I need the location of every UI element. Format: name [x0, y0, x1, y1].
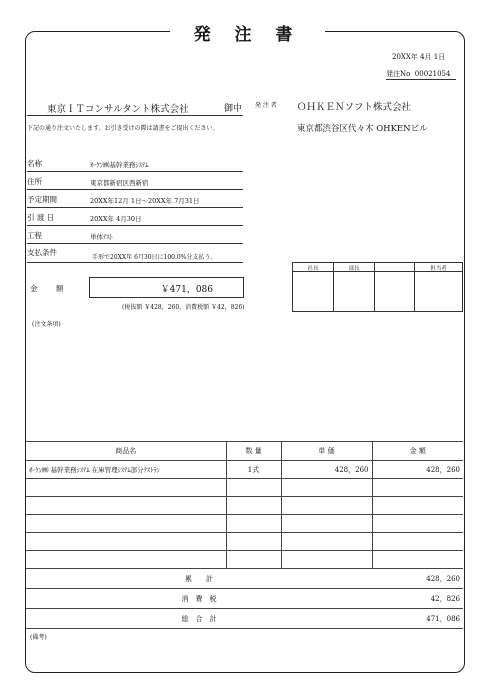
amount-value: ￥471，086	[160, 285, 213, 295]
tax-label: 消 費 税	[26, 589, 372, 609]
total-row	[26, 609, 463, 629]
subtotal-value: 428，260	[372, 569, 463, 589]
field-name: 名称 ｵｰｹﾝ㈱基幹業務ｼｽﾃﾑ	[27, 155, 243, 172]
total-value: 471，086	[372, 609, 463, 629]
col-header-item: 商品名	[26, 442, 226, 461]
field-address: 住所 東京都新宿区西新宿	[27, 173, 243, 190]
recipient-name: 東京ＩＴコンサルタント株式会社	[47, 104, 189, 115]
field-period: 予定期間 20XX年12月 1日～20XX年 7月31日	[27, 191, 243, 208]
stamp-staff: 担当者	[430, 266, 447, 272]
amount-box	[89, 277, 244, 298]
subtotal-label: 累 計	[26, 569, 372, 589]
order-number-label: 発注No	[386, 70, 411, 78]
field-process: 工程 単体ﾃｽﾄ	[27, 227, 243, 244]
subtotal-row	[26, 569, 463, 589]
recipient-honorific: 御中	[224, 104, 243, 114]
table-row	[26, 551, 463, 569]
field-payment-terms: 支払条件 手形で20XX年 6月30日に100.0%分支払う。	[27, 246, 243, 263]
stamp-manager: 部長	[348, 266, 360, 272]
item-unit-price: 428，260	[281, 461, 372, 479]
document-title: 発 注 書	[193, 25, 302, 45]
approval-stamp-grid	[292, 262, 463, 312]
order-terms-label: (注文条項)	[32, 321, 61, 328]
issuer-label: 発 注 者	[255, 102, 277, 109]
amount-breakdown: (税抜額 ￥428，260、消費税額 ￥42，826)	[122, 304, 245, 311]
stamp-president: 社長	[307, 266, 319, 272]
col-header-qty: 数 量	[226, 442, 281, 461]
remarks-label: (備考)	[30, 634, 47, 641]
table-row	[26, 497, 463, 515]
table-row	[26, 515, 463, 533]
order-date: 20XX年 4月 1日	[392, 53, 446, 61]
table-row	[26, 533, 463, 551]
total-label: 総 合 計	[26, 609, 372, 629]
col-header-unit-price: 単 価	[281, 442, 372, 461]
tax-value: 42，826	[372, 589, 463, 609]
recipient-block	[27, 101, 243, 116]
order-number-block	[386, 69, 456, 80]
col-header-amount: 金 額	[372, 442, 463, 461]
issuer-address: 東京都渋谷区代々木 OHKENビル	[297, 124, 428, 134]
intro-text: 下記の通り注文いたします。お引き受けの際は請書をご提出ください。	[27, 125, 219, 132]
item-qty: 1式	[226, 461, 281, 479]
item-name: ｵｰｹﾝ㈱ 基幹業務ｼｽﾃﾑ 在庫管理ｼｽﾃﾑ部分ﾃｽﾄﾗﾝ	[26, 461, 226, 479]
order-number: 00021054	[414, 70, 451, 78]
item-amount: 428，260	[372, 461, 463, 479]
line-items-table	[26, 441, 463, 629]
issuer-name: ＯＨＫＥＮソフト株式会社	[297, 102, 412, 113]
table-row	[26, 461, 463, 479]
amount-label: 金 額	[30, 284, 72, 293]
table-header-row	[26, 442, 463, 461]
tax-row	[26, 589, 463, 609]
table-row	[26, 479, 463, 497]
field-delivery-date: 引 渡 日 20XX年 4月30日	[27, 209, 243, 226]
